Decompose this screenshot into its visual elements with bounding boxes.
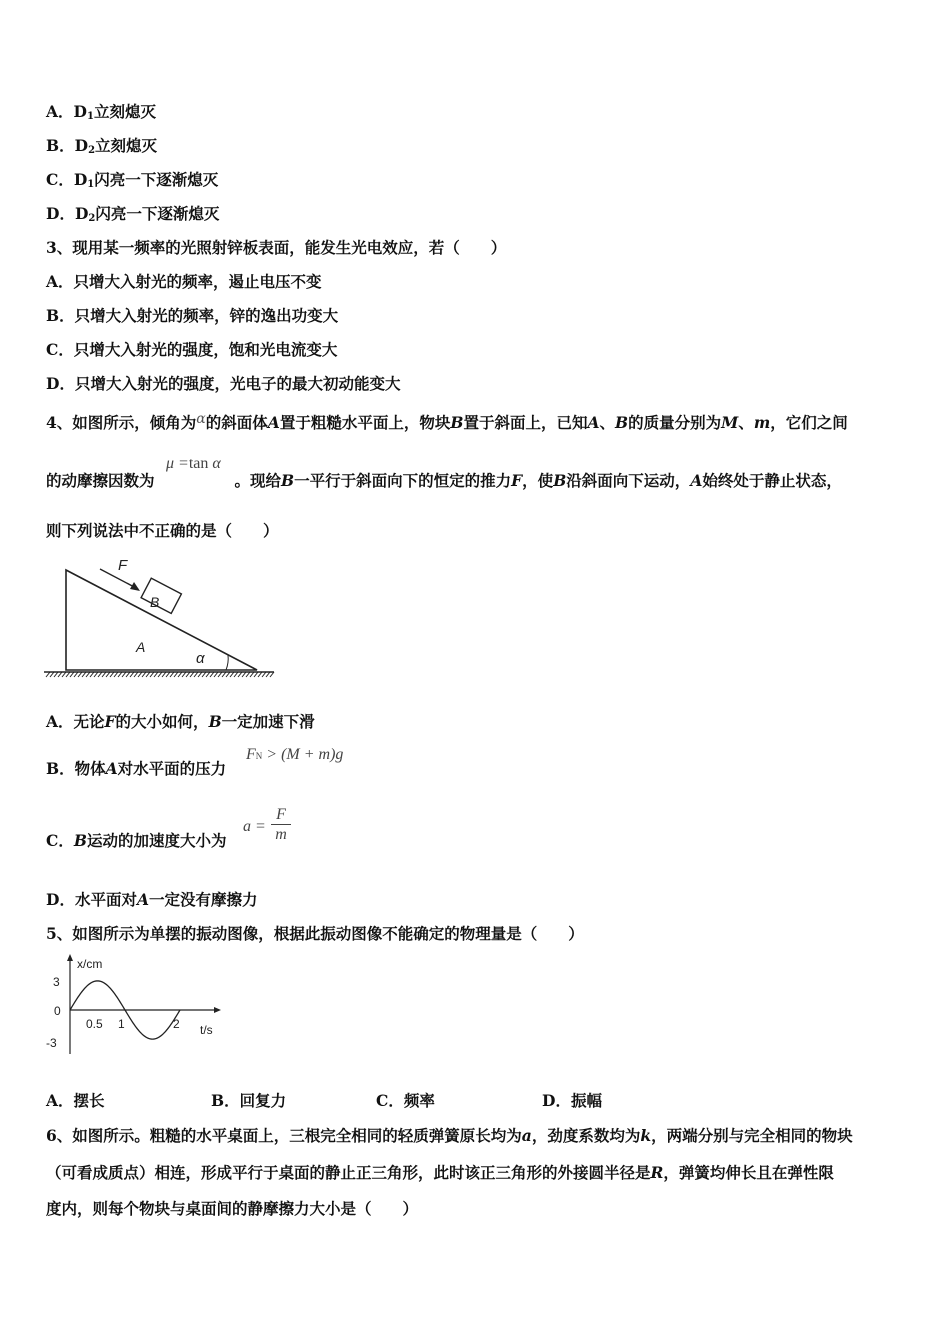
q2-option-d: D．$D_2$闪亮一下逐渐熄灭 xyxy=(46,204,220,224)
q3-option-a: A．只增大入射光的频率，遏止电压不变 xyxy=(46,272,322,291)
x-axis-label: t/s xyxy=(200,1023,213,1037)
q4-option-c: C．B运动的加速度大小为 xyxy=(46,831,227,850)
q4-option-d: D．水平面对A一定没有摩擦力 xyxy=(46,890,258,909)
y-tick-neg3: -3 xyxy=(46,1036,57,1050)
x-tick-2: 2 xyxy=(173,1017,180,1031)
label-a: A xyxy=(136,639,146,655)
incline-figure xyxy=(42,552,278,680)
fraction-numerator: F xyxy=(271,806,291,825)
oscillation-graph xyxy=(40,952,226,1064)
q4-line1: 4、如图所示，倾角为α的斜面体A置于粗糙水平面上，物块B置于斜面上，已知A、B的质量分别为M、m，它们之间 xyxy=(46,411,848,432)
label-f: F xyxy=(118,557,128,574)
q6-line1: 6、如图所示。粗糙的水平桌面上，三根完全相同的轻质弹簧原长均为a，劲度系数均为k，两端分别与完全相同的物块 xyxy=(46,1126,853,1145)
q3-option-b: B．只增大入射光的频率，锌的逸出功变大 xyxy=(46,306,339,325)
label-b: B xyxy=(150,594,160,610)
q2-option-a: A．$D_1$立刻熄灭 xyxy=(46,102,156,122)
q3-stem: 3、现用某一频率的光照射锌板表面，能发生光电效应，若（ ） xyxy=(46,238,507,257)
y-tick-0: 0 xyxy=(54,1004,61,1018)
normal-force-inequality: FN > (M + m)g xyxy=(246,746,344,763)
block-b xyxy=(141,578,181,613)
y-tick-3: 3 xyxy=(53,975,60,989)
acceleration-fraction xyxy=(271,806,291,845)
q4-option-a: A．无论F的大小如何，B一定加速下滑 xyxy=(46,712,315,731)
x-tick-0-5: 0.5 xyxy=(86,1017,103,1031)
q5-option-a: A．摆长 xyxy=(46,1091,105,1110)
q5-option-b: B．回复力 xyxy=(211,1091,287,1110)
y-axis-label: x/cm xyxy=(77,957,103,971)
acceleration-lhs: a = xyxy=(243,818,266,835)
q4-line3: 则下列说法中不正确的是（ ） xyxy=(46,521,279,540)
q2-option-b: B．$D_2$立刻熄灭 xyxy=(46,136,158,156)
q6-line2: （可看成质点）相连，形成平行于桌面的静止正三角形，此时该正三角形的外接圆半径是R，弹簧均伸长且在弹性限 xyxy=(46,1163,834,1182)
mu-equation: μ =tan α xyxy=(166,455,221,472)
fraction-denominator: m xyxy=(275,826,287,843)
q4-option-b: B．物体A对水平面的压力 xyxy=(46,759,227,778)
q5-option-d: D．振幅 xyxy=(542,1091,602,1110)
x-axis-arrow xyxy=(214,1007,221,1013)
q5-stem: 5、如图所示为单摆的振动图像，根据此振动图像不能确定的物理量是（ ） xyxy=(46,924,584,943)
q3-option-c: C．只增大入射光的强度，饱和光电流变大 xyxy=(46,340,338,359)
ground-hatching xyxy=(44,672,274,677)
q4-line2: 的动摩擦因数为 。现给B一平行于斜面向下的恒定的推力F，使B沿斜面向下运动，A始终处于静止状态， xyxy=(46,471,842,490)
q2-option-c: C．$D_1$闪亮一下逐渐熄灭 xyxy=(46,170,219,190)
label-alpha: α xyxy=(196,650,205,667)
y-axis-arrow xyxy=(67,954,73,961)
q5-option-c: C．频率 xyxy=(376,1091,435,1110)
x-tick-1: 1 xyxy=(118,1017,125,1031)
angle-arc xyxy=(226,655,228,670)
q3-option-d: D．只增大入射光的强度，光电子的最大初动能变大 xyxy=(46,374,401,393)
force-arrowhead xyxy=(130,582,140,591)
q6-line3: 度内，则每个物块与桌面间的静摩擦力大小是（ ） xyxy=(46,1199,419,1218)
